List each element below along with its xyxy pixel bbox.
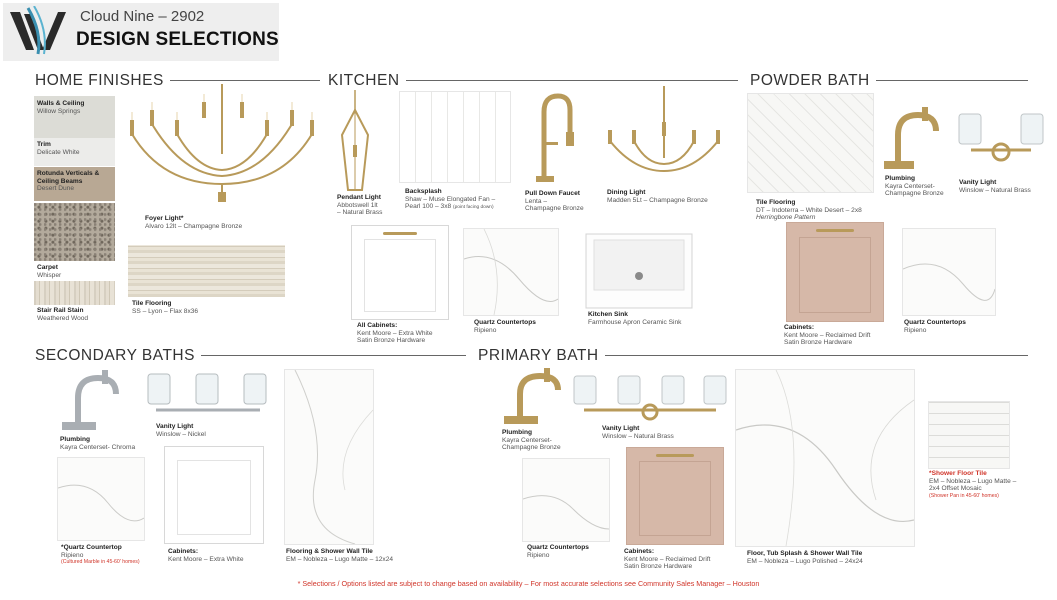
- stair-rail-swatch: [34, 281, 115, 305]
- secondary-quartz-swatch: [57, 457, 145, 541]
- pendant-light-label: Pendant Light Abbotswell 1lt – Natural Brass: [337, 194, 383, 217]
- primary-vanity-light-icon: [572, 374, 728, 424]
- page-title: DESIGN SELECTIONS: [76, 29, 279, 50]
- primary-floor-tile-swatch: [735, 369, 915, 547]
- trim-label: Trim Delicate White: [37, 141, 80, 156]
- secondary-vanity-label: Vanity Light Winslow – Nickel: [156, 423, 206, 438]
- foyer-chandelier-icon: [122, 84, 322, 214]
- secondary-cabinet-swatch: [164, 446, 264, 544]
- powder-quartz-swatch: [902, 228, 996, 316]
- tile-flooring-label: Tile Flooring SS – Lyon – Flax 8x36: [132, 300, 199, 315]
- brand-logo-icon: [8, 6, 72, 56]
- kitchen-sink-icon: [584, 230, 694, 310]
- primary-plumbing-label: Plumbing Kayra Centerset- Champagne Bronze: [502, 429, 561, 452]
- powder-cabinets-label: Cabinets: Kent Moore – Reclaimed Drift Satin Bronze Hardware: [784, 324, 871, 347]
- pull-down-faucet-icon: [530, 92, 574, 184]
- powder-tile-label: Tile Flooring DT – Indoterra – White Desert – 2x8 Herringbone Pattern: [756, 199, 862, 222]
- backsplash-swatch: [399, 91, 511, 183]
- powder-plumbing-label: Plumbing Kayra Centerset- Champagne Bronze: [885, 175, 944, 198]
- carpet-label: Carpet Whisper: [37, 264, 62, 279]
- kitchen-cabinets-label: All Cabinets: Kent Moore – Extra White Satin Bronze Hardware: [357, 322, 433, 345]
- disclaimer-footnote: * Selections / Options listed are subject to change based on availability – For most accurate selections see Community Sales Manager – Houston: [297, 579, 760, 588]
- dining-chandelier-icon: [604, 86, 724, 186]
- rotunda-label: Rotunda Verticals & Ceiling Beams Desert Dune: [37, 170, 100, 193]
- section-heading-kitchen: KITCHEN: [328, 72, 406, 90]
- section-heading-home-finishes: HOME FINISHES: [35, 72, 170, 90]
- primary-quartz-label: Quartz Countertops Ripieno: [527, 544, 589, 559]
- shower-floor-tile-swatch: [928, 401, 1010, 469]
- kitchen-quartz-swatch: [463, 228, 559, 316]
- primary-vanity-label: Vanity Light Winslow – Natural Brass: [602, 425, 674, 440]
- secondary-flooring-label: Flooring & Shower Wall Tile EM – Nobleza – Lugo Matte – 12x24: [286, 548, 394, 563]
- dining-light-label: Dining Light Madden 5Lt – Champagne Bronze: [607, 189, 708, 204]
- foyer-light-label: Foyer Light* Alvaro 12lt – Champagne Bronze: [145, 215, 243, 230]
- secondary-cabinets-label: Cabinets: Kent Moore – Extra White: [168, 548, 244, 563]
- powder-quartz-label: Quartz Countertops Ripieno: [904, 319, 966, 334]
- shower-floor-tile-label: *Shower Floor Tile EM – Nobleza – Lugo Matte – 2x4 Offset Mosaic (Shower Pan in 45-60' homes): [929, 470, 1017, 499]
- primary-cabinets-label: Cabinets: Kent Moore – Reclaimed Drift Satin Bronze Hardware: [624, 548, 711, 571]
- primary-cabinet-swatch: [626, 447, 724, 545]
- primary-floor-tile-label: Floor, Tub Splash & Shower Wall Tile EM – Nobleza – Lugo Polished – 24x24: [747, 550, 863, 565]
- pull-down-faucet-label: Pull Down Faucet Lenta – Champagne Bronze: [525, 190, 584, 213]
- carpet-swatch: [34, 203, 115, 261]
- pendant-light-icon: [338, 90, 372, 194]
- secondary-quartz-label: *Quartz Countertop Ripieno (Cultured Marble in 45-60' homes): [61, 544, 140, 566]
- primary-quartz-swatch: [522, 458, 610, 542]
- kitchen-quartz-label: Quartz Countertops Ripieno: [474, 319, 536, 334]
- kitchen-cabinet-swatch: [351, 225, 449, 320]
- section-heading-secondary-baths: SECONDARY BATHS: [35, 347, 201, 365]
- powder-vanity-label: Vanity Light Winslow – Natural Brass: [959, 179, 1031, 194]
- secondary-plumbing-label: Plumbing Kayra Centerset- Chroma: [60, 436, 136, 451]
- powder-cabinet-swatch: [786, 222, 884, 322]
- primary-faucet-icon: [500, 368, 570, 428]
- backsplash-label: Backsplash Shaw – Muse Elongated Fan – Pearl 100 – 3x8 (point facing down): [405, 188, 496, 211]
- secondary-flooring-swatch: [284, 369, 374, 545]
- section-heading-powder-bath: POWDER BATH: [750, 72, 876, 90]
- section-heading-primary-bath: PRIMARY BATH: [478, 347, 605, 365]
- powder-faucet-icon: [878, 105, 948, 173]
- foyer-tile-swatch: [128, 245, 285, 297]
- powder-tile-swatch: [747, 93, 874, 193]
- secondary-vanity-light-icon: [146, 372, 270, 422]
- walls-label: Walls & Ceiling Willow Springs: [37, 100, 85, 115]
- kitchen-sink-label: Kitchen Sink Farmhouse Apron Ceramic Sink: [588, 311, 682, 326]
- secondary-faucet-icon: [58, 370, 128, 434]
- project-name: Cloud Nine – 2902: [80, 8, 205, 25]
- powder-vanity-light-icon: [957, 110, 1045, 170]
- stair-rail-label: Stair Rail Stain Weathered Wood: [37, 307, 89, 322]
